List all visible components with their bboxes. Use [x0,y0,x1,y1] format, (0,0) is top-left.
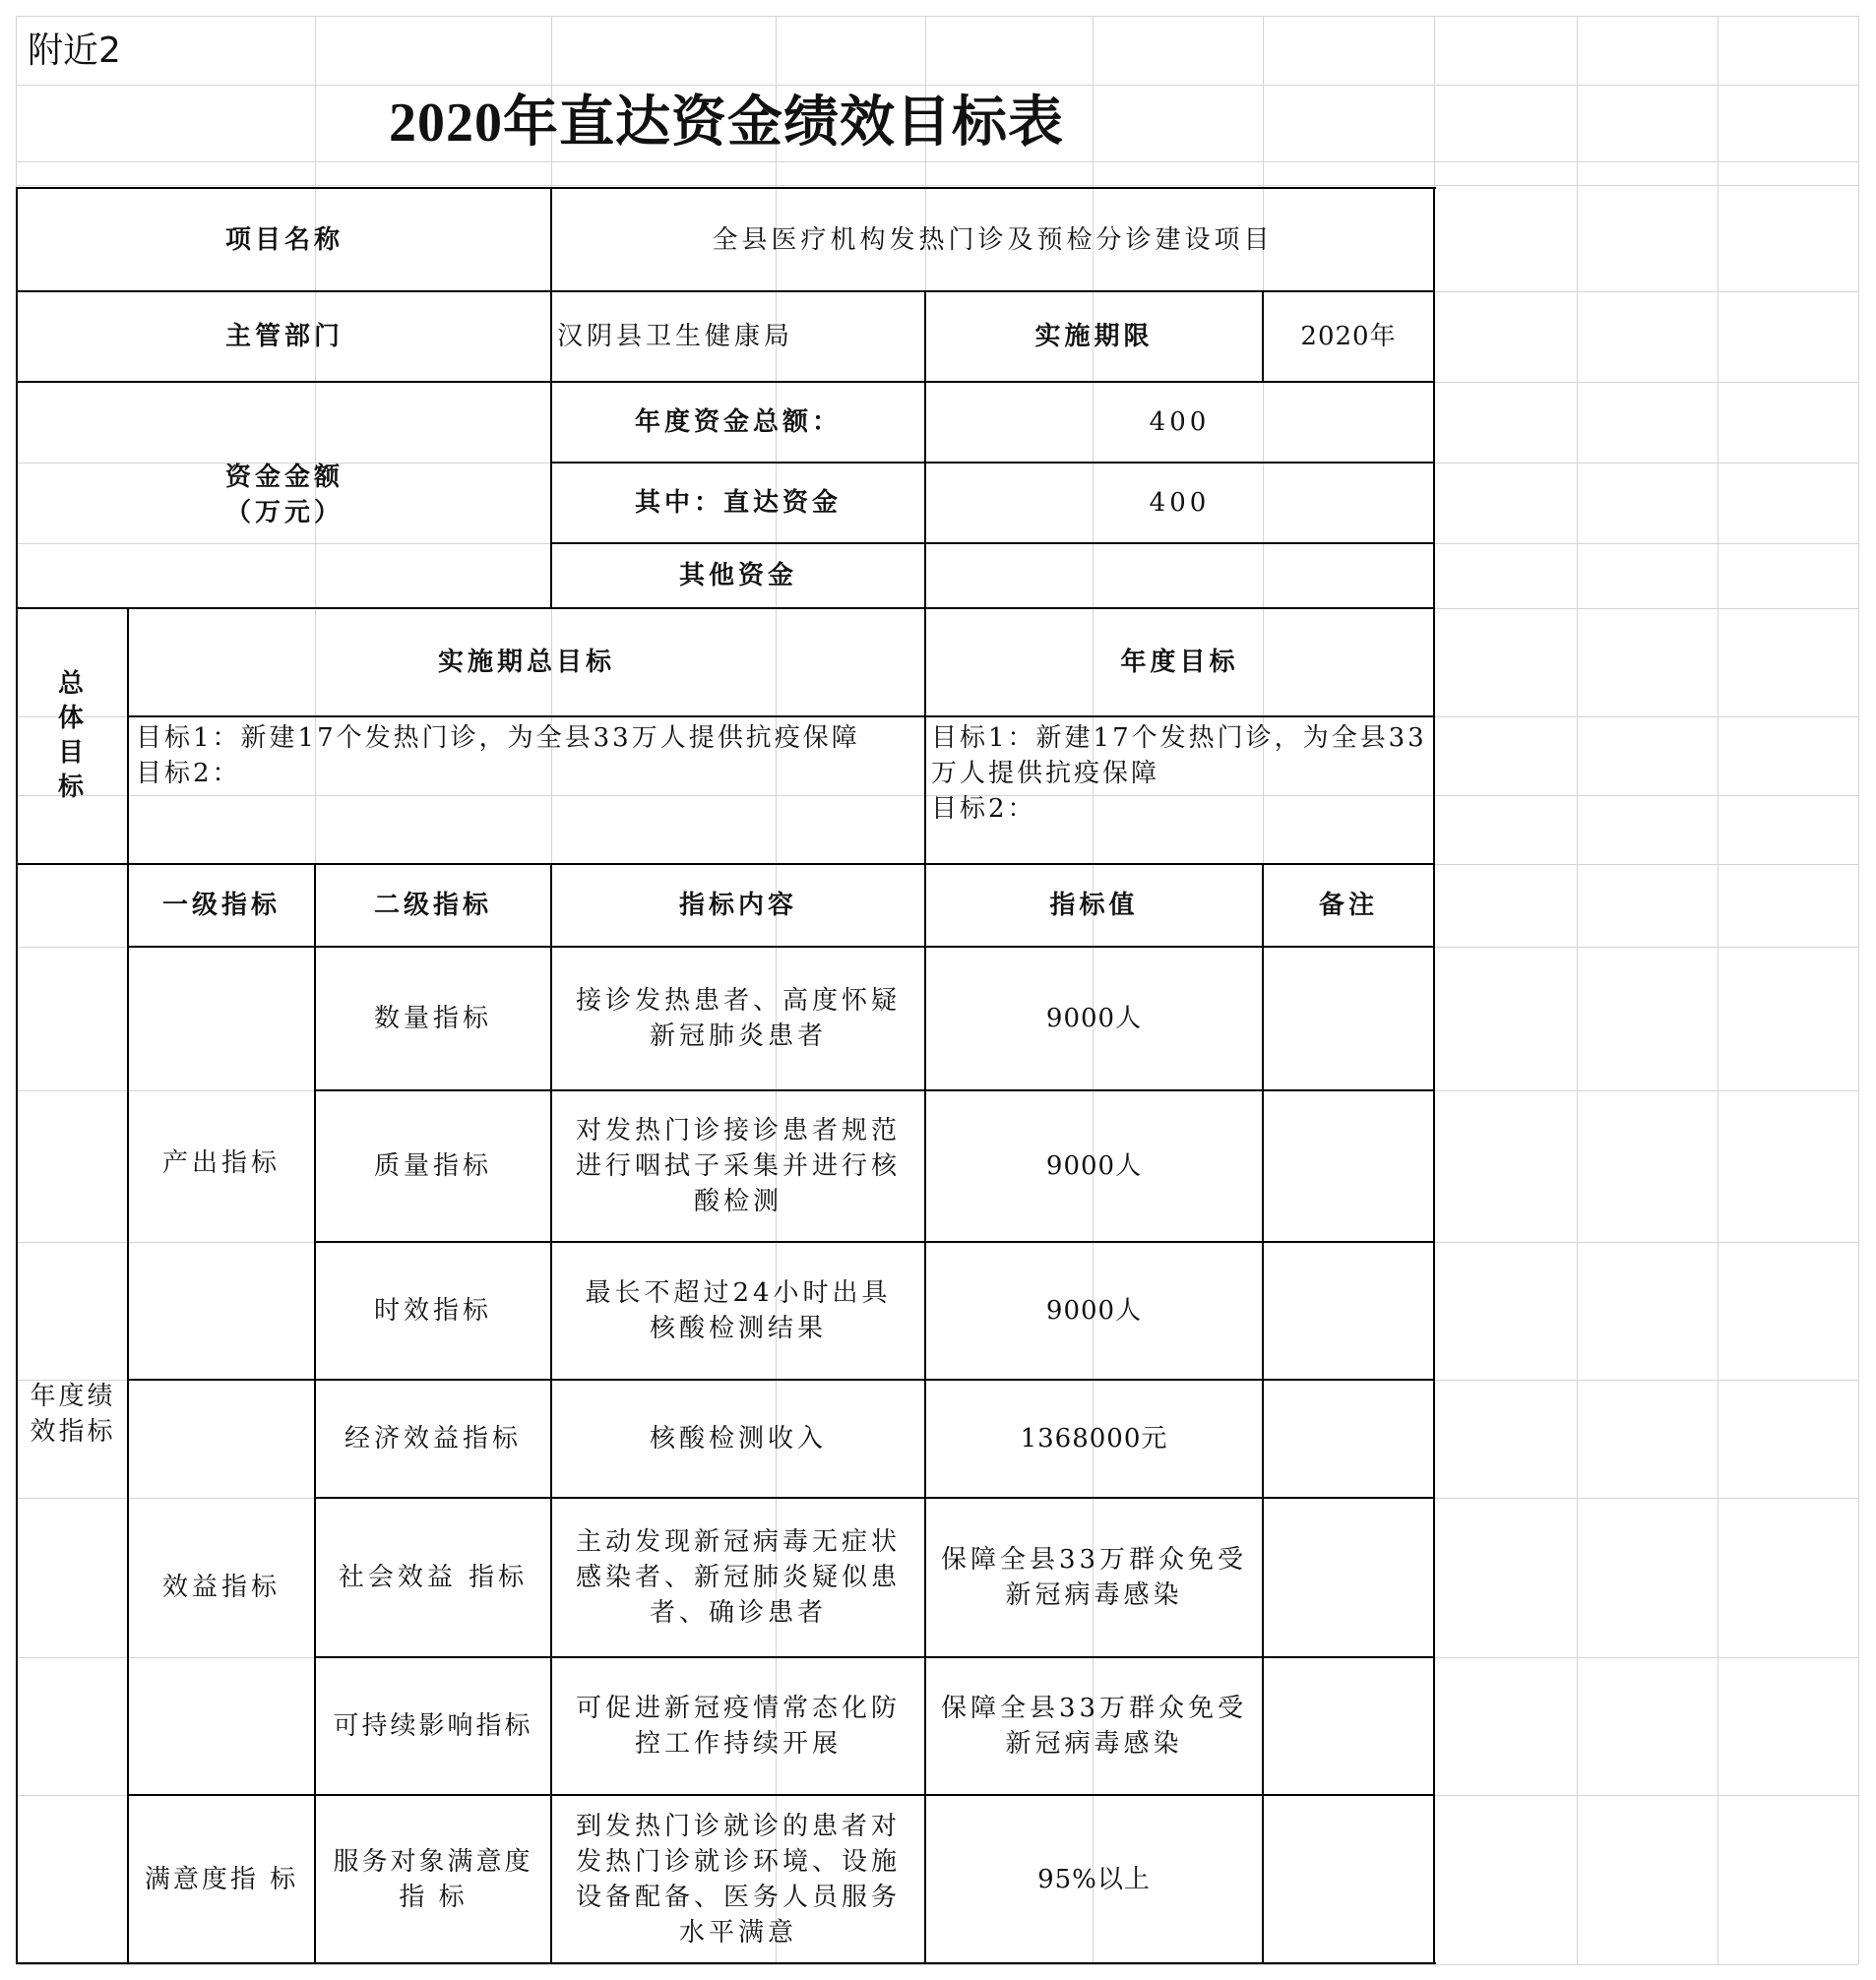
period-goal-text: 目标1：新建17个发热门诊，为全县33万人提供抗疫保障 目标2： [136,723,860,788]
total-funds-value: 400 [1149,407,1211,437]
row-note [1263,1795,1434,1964]
row-value: 9000人 [1045,1004,1143,1033]
row-level2: 服务对象满意度 指 标 [333,1847,533,1912]
row-note [1263,1242,1434,1380]
project-name-label: 项目名称 [224,225,344,255]
direct-funds-label: 其中：直达资金 [634,488,842,518]
grid-line [16,185,1858,186]
grid-line [1858,16,1859,1964]
grid-line [16,161,1858,162]
row-note [1263,1657,1434,1795]
direct-funds-value: 400 [1149,488,1211,518]
period-label: 实施期限 [1034,322,1154,351]
annual-goal-text: 目标1：新建17个发热门诊，为全县33万人提供抗疫保障 目标2： [931,723,1427,824]
level1-output: 产出指标 [161,1148,281,1178]
grid-line [16,1964,1858,1965]
row-value: 95%以上 [1037,1865,1151,1894]
row-level2: 可持续影响指标 [333,1711,533,1741]
dept-label: 主管部门 [224,322,344,351]
row-content: 最长不超过24小时出具核酸检测结果 [585,1278,892,1343]
dept-value: 汉阴县卫生健康局 [557,322,794,351]
row-level2: 数量指标 [373,1004,492,1033]
goals-label: 总 体 目 标 [57,669,88,802]
row-level2: 时效指标 [373,1296,492,1326]
row-content: 核酸检测收入 [649,1424,827,1454]
row-level2: 经济效益指标 [344,1424,522,1454]
other-funds-value [925,543,1434,608]
header-level1: 一级指标 [161,891,281,920]
row-value: 保障全县33万群众免受新冠病毒感染 [940,1694,1248,1759]
row-note [1263,1380,1434,1498]
row-content: 可促进新冠疫情常态化防控工作持续开展 [575,1694,901,1759]
level1-satisfaction: 满意度指 标 [144,1865,299,1894]
page-title: 2020年直达资金绩效目标表 [389,93,1064,154]
row-level2: 质量指标 [373,1151,492,1181]
header-value: 指标值 [1049,891,1139,920]
level1-benefit: 效益指标 [161,1573,281,1602]
row-note [1263,1498,1434,1657]
row-value: 9000人 [1045,1296,1143,1326]
row-content: 对发热门诊接诊患者规范进行咽拭子采集并进行核酸检测 [575,1116,901,1216]
total-funds-label: 年度资金总额： [634,407,842,437]
funds-label: 资金金额 （万元） [224,463,344,527]
other-funds-label: 其他资金 [678,561,797,590]
annual-goal-header: 年度目标 [1120,648,1239,677]
grid-line [1577,16,1578,1964]
row-value: 保障全县33万群众免受新冠病毒感染 [940,1545,1248,1610]
row-value: 9000人 [1045,1151,1143,1181]
project-name-value: 全县医疗机构发热门诊及预检分诊建设项目 [712,225,1274,255]
row-note [1263,947,1434,1090]
row-content: 接诊发热患者、高度怀疑新冠肺炎患者 [575,986,901,1051]
period-goal-header: 实施期总目标 [437,648,615,677]
header-note: 备注 [1318,891,1378,920]
header-level2: 二级指标 [373,891,492,920]
appendix-label: 附近2 [28,31,121,71]
grid-line [16,16,1858,17]
indicators-section-label: 年度绩 效指标 [30,1382,116,1447]
row-content: 主动发现新冠病毒无症状感染者、新冠肺炎疑似患者、确诊患者 [575,1527,901,1628]
header-content: 指标内容 [678,891,797,920]
grid-line [1718,16,1719,1964]
row-note [1263,1090,1434,1242]
row-value: 1368000元 [1020,1424,1168,1454]
row-level2: 社会效益 指标 [338,1563,529,1592]
row-content: 到发热门诊就诊的患者对发热门诊就诊环境、设施设备配备、医务人员服务水平满意 [575,1812,901,1948]
period-value: 2020年 [1300,322,1397,351]
